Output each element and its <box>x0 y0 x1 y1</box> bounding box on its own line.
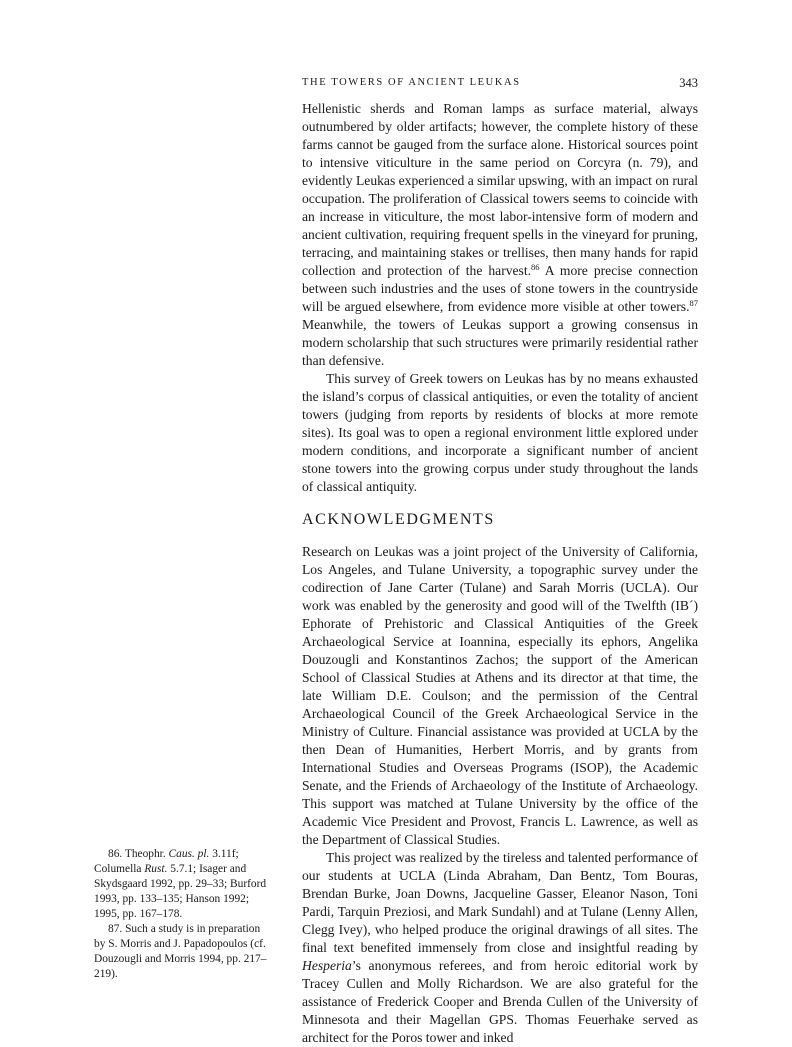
fn86-pre: 86. Theophr. <box>108 848 169 860</box>
paragraph-ack-students <box>302 849 698 1047</box>
main-text-top <box>302 100 698 496</box>
para1-text-1: Hellenistic sherds and Roman lamps as surface material, always outnumbered by older artifacts; however, the complete history of these farms cannot be gauged from the surface alone. Historical sources point to intensive viticulture in the same period on Corcyra (n. 79), and evidently Leukas experienced a similar upswing, with an impact on rural occupation. The proliferation of Classical towers seems to coincide with an increase in viticulture, the most labor-intensive form of modern and ancient cultivation, requiring frequent spells in the vineyard for pruning, terracing, and maintaining stakes or trellises, then many hands for rapid collection and protection of the harvest. <box>302 101 698 278</box>
fn86-italic-1: Caus. pl. <box>168 848 210 860</box>
acknowledgments-heading: ACKNOWLEDGMENTS <box>302 511 495 529</box>
fn86-mid: 3.11f; Columella <box>94 848 239 875</box>
acknowledgments-text <box>302 543 698 1047</box>
page-number: 343 <box>679 76 698 90</box>
footnotes <box>94 847 270 982</box>
footnote-86 <box>94 847 270 922</box>
footnote-87: 87. Such a study is in preparation by S. Morris and J. Papadopoulos (cf. Douzougli and Morris 1994, pp. 217–219). <box>94 923 267 980</box>
footnote-ref-87: 87 <box>689 298 698 308</box>
fn86-italic-2: Rust. <box>144 863 168 875</box>
paragraph-ack-research: Research on Leukas was a joint project of the University of California, Los Angeles, and Tulane University, a topographic survey under the codirection of Jane Carter (Tulane) and Sarah Morris (UCLA). Our work was enabled by the generosity and good will of the Twelfth (IB´) Ephorate of Prehistoric and Classical Antiquities of the Greek Archaeological Service at Ioannina, especially its ephors, Angelika Douzougli and Konstantinos Zachos; the support of the American School of Classical Studies at Athens and its director at that time, the late William D.E. Coulson; and the permission of the Central Archaeological Council of the Greek Archaeological Service in the Ministry of Culture. Financial assistance was provided at UCLA by the then Dean of Humanities, Herbert Morris, and by grants from International Studies and Overseas Programs (ISOP), the Academic Senate, and the Friends of Archaeology of the Institute of Archaeology. This support was matched at Tulane University by the office of the Academic Vice President and Provost, Francis L. Lawrence, as well as the Department of Classical Studies. <box>302 544 698 847</box>
journal-title: Hesperia <box>302 958 352 973</box>
fn86-post: 5.7.1; Isager and Skydsgaard 1992, pp. 29–33; Burford 1993, pp. 133–135; Hanson 1992; 1995, pp. 167–178. <box>94 863 267 920</box>
para1-text-2: A more precise connection between such industries and the uses of stone towers in the countryside will be argued elsewhere, from evidence more visible at other towers. <box>302 263 698 314</box>
footnote-ref-86: 86 <box>531 262 540 272</box>
ack2-text-2: ’s anonymous referees, and from heroic editorial work by Tracey Cullen and Molly Richardson. We are also grateful for the assistance of Frederick Cooper and Brenda Cullen of the University of Minnesota and their Magellan GPS. Thomas Feuerhake served as architect for the Poros tower and inked <box>302 958 698 1045</box>
paragraph-viticulture <box>302 100 698 370</box>
ack2-text-1: This project was realized by the tireless and talented performance of our students at UCLA (Linda Abraham, Dan Bentz, Tom Bouras, Brendan Burke, Joan Downs, Jacqueline Gasser, Eleanor Nason, Toni Pardi, Tarquin Preziosi, and Mark Sundahl) and at Tulane (Lenny Allen, Clegg Ivey), who helped produce the original drawings of all sites. The final text benefited immensely from close and insightful reading by <box>302 850 698 955</box>
paragraph-survey-goal: This survey of Greek towers on Leukas has by no means exhausted the island’s corpus of classical antiquities, or even the totality of ancient towers (judging from reports by residents of blocks at more remote sites). Its goal was to open a regional environment little explored under modern conditions, and incorporate a significant number of ancient stone towers into the growing corpus under study throughout the lands of classical antiquity. <box>302 371 698 494</box>
running-head: THE TOWERS OF ANCIENT LEUKAS <box>302 77 521 88</box>
para1-text-3: Meanwhile, the towers of Leukas support a growing consensus in modern scholarship that such structures were primarily residential rather than defensive. <box>302 317 698 368</box>
